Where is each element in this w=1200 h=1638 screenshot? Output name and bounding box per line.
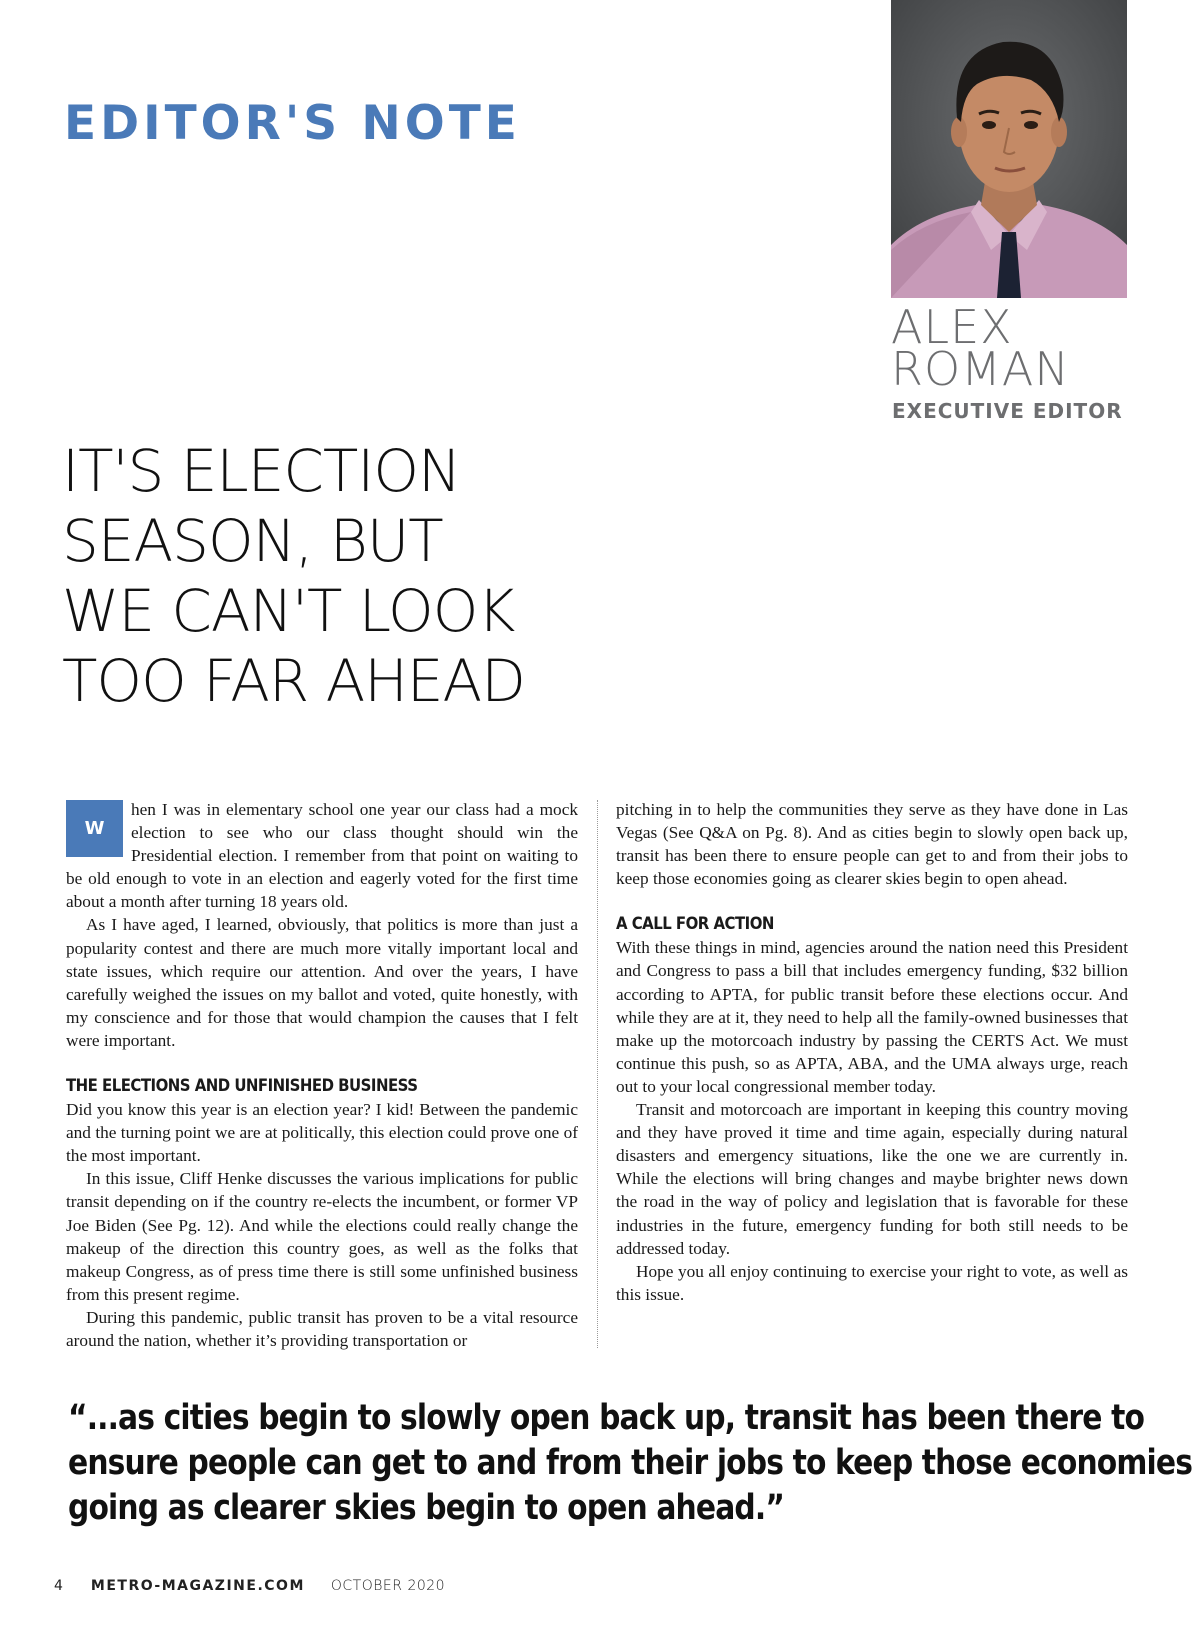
editor-portrait-image	[891, 0, 1127, 298]
article-paragraph: During this pandemic, public transit has proven to be a vital resource around the nation, whether it’s providing transportation or	[66, 1307, 578, 1350]
headline-line: TOO FAR AHEAD	[62, 647, 525, 715]
headline-line: WE CAN'T LOOK	[62, 577, 515, 645]
pull-quote	[68, 1396, 1193, 1531]
section-title: EDITOR'S NOTE	[64, 96, 521, 151]
article-paragraph: With these things in mind, agencies around the nation need this President and Congress to pass a bill that includes emergency funding, $32 billion according to APTA, for public transit before these elections occur. And while they are at it, they need to help all the family-owned businesses that make up the motorcoach industry by passing the CERTS Act. We must continue this push, so as APTA, ABA, and the UMA always urge, reach out to your local congressional member today.	[616, 938, 1128, 1096]
editor-last-name: ROMAN	[891, 342, 1070, 396]
article-paragraph: In this issue, Cliff Henke discusses the various implications for public transit depending on if the country re-elects the incumbent, or former VP Joe Biden (See Pg. 12). And while the elections could really change the makeup of the direction this country goes, as well as the folks that makeup Congress, as of press time there is still some unfinished business from this present regime.	[66, 1169, 578, 1304]
pull-quote-line: ensure people can get to and from their jobs to keep those economies	[68, 1443, 1193, 1483]
article-column-right	[616, 798, 1128, 1306]
pull-quote-line: going as clearer skies begin to open ahead.”	[68, 1488, 785, 1528]
site-link[interactable]: METRO-MAGAZINE.COM	[90, 1578, 305, 1594]
page-number: 4	[54, 1578, 63, 1594]
editor-name	[891, 300, 1070, 396]
editor-title: EXECUTIVE EDITOR	[892, 399, 1123, 423]
page-footer	[54, 1578, 445, 1594]
dropcap: W	[66, 800, 123, 857]
article-paragraph: Transit and motorcoach are important in keeping this country moving and they have proved it time and time again, especially during natural disasters and emergency situations, like the one we are currently in. While the elections will bring changes and maybe brighter news down the road in the way of policy and legislation that is favorable for these industries in the future, emergency funding for both still needs to be addressed today.	[616, 1100, 1128, 1258]
headline-line: IT'S ELECTION	[62, 437, 461, 505]
subhead: THE ELECTIONS AND UNFINISHED BUSINESS	[66, 1076, 418, 1097]
editor-first-name: ALEX	[891, 300, 1013, 354]
paragraph-text: hen I was in elementary school one year our class had a mock election to see who our class thought should win the Presidential election. I remember from that point on waiting to be old enough to vote in an election and eagerly voted for the first time about a month after turning 18 years old.	[66, 800, 578, 912]
column-divider	[597, 800, 598, 1348]
article-column-left	[66, 798, 578, 1352]
pull-quote-line: “...as cities begin to slowly open back up, transit has been there to	[68, 1398, 1145, 1438]
subhead: A CALL FOR ACTION	[616, 914, 774, 935]
article-paragraph: Hope you all enjoy continuing to exercise your right to vote, as well as this issue.	[616, 1261, 1128, 1304]
article-paragraph	[66, 798, 578, 913]
article-paragraph: Did you know this year is an election year? I kid! Between the pandemic and the turning point we are at politically, this election could prove one of the most important.	[66, 1100, 578, 1166]
issue-date: OCTOBER 2020	[330, 1578, 446, 1594]
article-paragraph: As I have aged, I learned, obviously, that politics is more than just a popularity contest and there are much more vitally important local and state issues, which require our attention. And over the years, I have carefully weighed the issues on my ballot and voted, quite honestly, with my conscience and for those that would champion the causes that I felt were important.	[66, 915, 578, 1050]
headline-line: SEASON, BUT	[62, 507, 443, 575]
article-paragraph: pitching in to help the communities they serve as they have done in Las Vegas (See Q&A on Pg. 8). And as cities begin to slowly open back up, transit has been there to ensure people can get to and from their jobs to keep those economies going as clearer skies begin to open ahead.	[616, 800, 1128, 889]
headline	[62, 436, 525, 716]
editor-photo	[891, 0, 1127, 298]
